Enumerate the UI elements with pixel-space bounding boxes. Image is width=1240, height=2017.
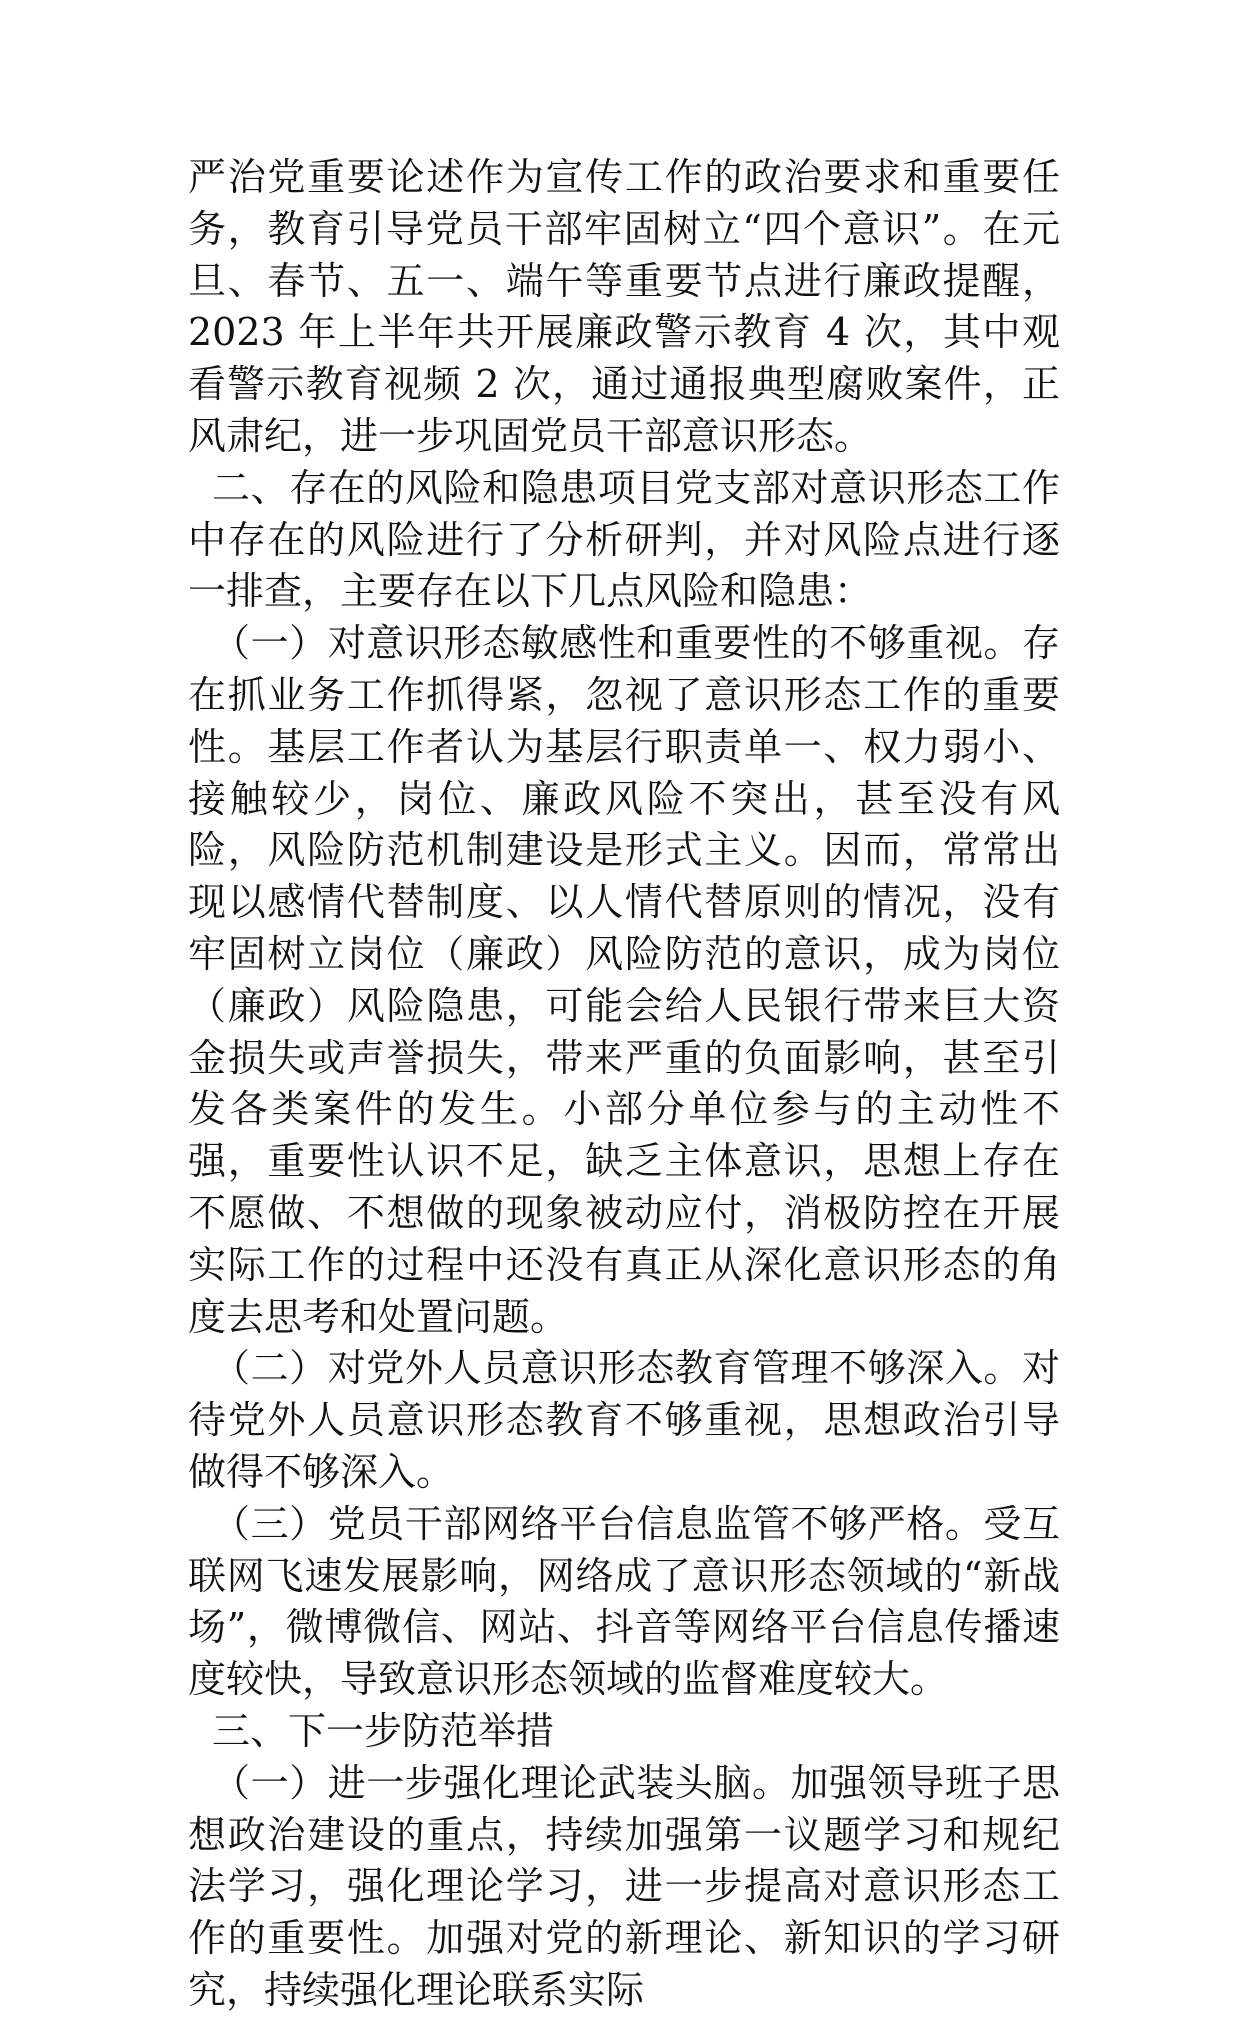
- section-heading-next-steps: 三、下一步防范举措: [212, 1708, 555, 1753]
- paragraph-risk-3: （三）党员干部网络平台信息监管不够严格。受互联网飞速发展影响，网络成了意识形态领域的“新战场”，微博微信、网站、抖音等网络平台信息传播速度较快，导致意识形态领域的监督难度较大。: [188, 1501, 1060, 1702]
- section-heading-risks: 二、存在的风险和隐患项目党支部对意识形态工作中存在的风险进行了分析研判，并对风险点进行逐一排查，主要存在以下几点风险和隐患：: [188, 465, 1060, 614]
- document-page: [188, 152, 1060, 2017]
- paragraph-continuation: 严治党重要论述作为宣传工作的政治要求和重要任务，教育引导党员干部牢固树立“四个意识”。在元旦、春节、五一、端午等重要节点进行廉政提醒，2023 年上半年共开展廉政警示教育 4 次，其中观看警示教育视频 2 次，通过通报典型腐败案件，正风肃纪，进一步巩固党员干部意识形态。: [188, 155, 1060, 458]
- paragraph-risk-1: （一）对意识形态敏感性和重要性的不够重视。存在抓业务工作抓得紧，忽视了意识形态工作的重要性。基层工作者认为基层行职责单一、权力弱小、接触较少，岗位、廉政风险不突出，甚至没有风险，风险防范机制建设是形式主义。因而，常常出现以感情代替制度、以人情代替原则的情况，没有牢固树立岗位（廉政）风险防范的意识，成为岗位（廉政）风险隐患，可能会给人民银行带来巨大资金损失或声誉损失，带来严重的负面影响，甚至引发各类案件的发生。小部分单位参与的主动性不强，重要性认识不足，缺乏主体意识，思想上存在不愿做、不想做的现象被动应付，消极防控在开展实际工作的过程中还没有真正从深化意识形态的角度去思考和处置问题。: [188, 621, 1060, 1339]
- paragraph-measure-1: （一）进一步强化理论武装头脑。加强领导班子思想政治建设的重点，持续加强第一议题学习和规纪法学习，强化理论学习，进一步提高对意识形态工作的重要性。加强对党的新理论、新知识的学习研究，持续强化理论联系实际: [188, 1760, 1060, 2012]
- paragraph-risk-2: （二）对党外人员意识形态教育管理不够深入。对待党外人员意识形态教育不够重视，思想政治引导做得不够深入。: [188, 1346, 1060, 1494]
